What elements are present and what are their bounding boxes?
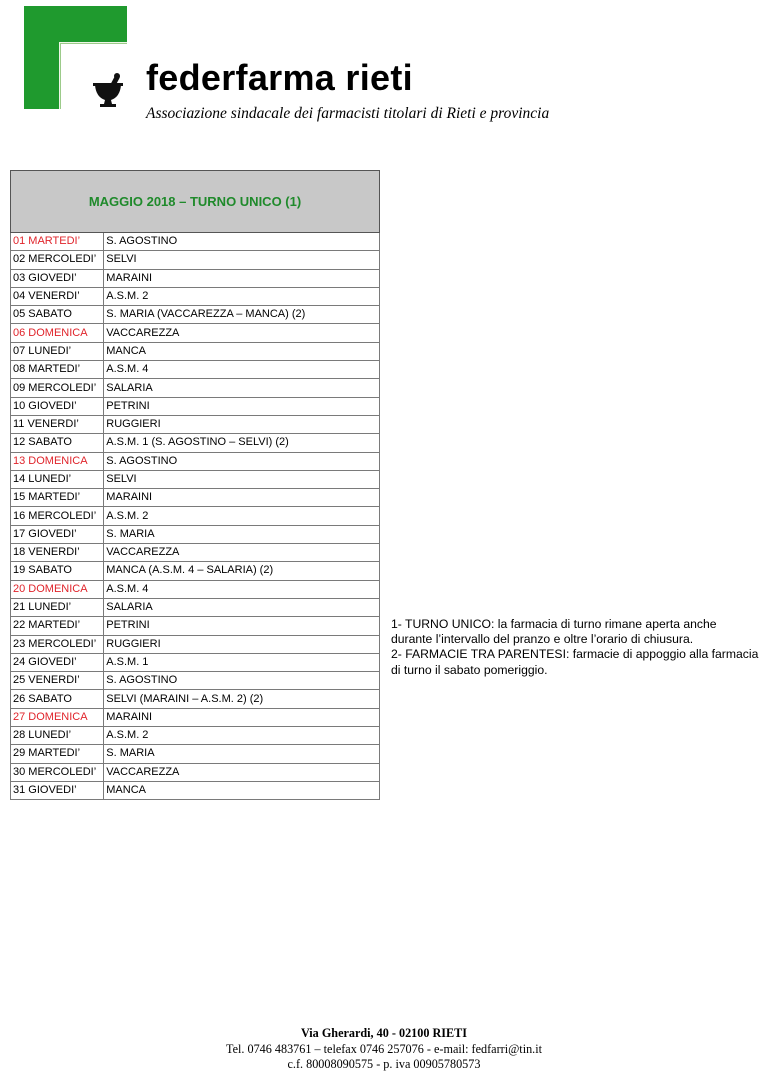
day-cell: 06 DOMENICA [11, 324, 104, 342]
pharmacy-cell: MANCA (A.S.M. 4 – SALARIA) (2) [104, 562, 380, 580]
day-cell: 18 VENERDI’ [11, 544, 104, 562]
table-row [11, 672, 380, 690]
pharmacy-cell: SELVI (MARAINI – A.S.M. 2) (2) [104, 690, 380, 708]
footer-contacts: Tel. 0746 483761 – telefax 0746 257076 - e-mail: fedfarri@tin.it [226, 1041, 542, 1056]
day-cell: 28 LUNEDI’ [11, 727, 104, 745]
day-cell: 29 MARTEDI’ [11, 745, 104, 763]
pharmacy-cell: PETRINI [104, 617, 380, 635]
table-row [11, 489, 380, 507]
pharmacy-cell: RUGGIERI [104, 635, 380, 653]
day-cell: 10 GIOVEDI’ [11, 397, 104, 415]
table-row [11, 763, 380, 781]
notes [391, 617, 761, 678]
table-row [11, 397, 380, 415]
day-cell: 15 MARTEDI’ [11, 489, 104, 507]
note-1: 1- TURNO UNICO: la farmacia di turno rimane aperta anche durante l’intervallo del pranzo e oltre l’orario di chiusura. [391, 617, 717, 647]
table-row [11, 727, 380, 745]
pharmacy-cell: SELVI [104, 251, 380, 269]
footer [0, 1026, 768, 1073]
pharmacy-cell: PETRINI [104, 397, 380, 415]
day-cell: 05 SABATO [11, 306, 104, 324]
day-cell: 16 MERCOLEDI’ [11, 507, 104, 525]
pharmacy-cell: A.S.M. 2 [104, 727, 380, 745]
day-cell: 11 VENERDI’ [11, 415, 104, 433]
pharmacy-cell: SALARIA [104, 598, 380, 616]
table-row [11, 379, 380, 397]
pharmacy-cell: S. MARIA [104, 525, 380, 543]
mortar-pestle-icon [92, 73, 128, 109]
pharmacy-cell: MARAINI [104, 489, 380, 507]
day-cell: 20 DOMENICA [11, 580, 104, 598]
day-cell: 02 MERCOLEDI’ [11, 251, 104, 269]
day-cell: 13 DOMENICA [11, 452, 104, 470]
pharmacy-cell: A.S.M. 1 [104, 653, 380, 671]
table-row [11, 598, 380, 616]
day-cell: 08 MARTEDI’ [11, 361, 104, 379]
pharmacy-cell: SELVI [104, 470, 380, 488]
day-cell: 27 DOMENICA [11, 708, 104, 726]
pharmacy-cell: MARAINI [104, 708, 380, 726]
note-2: 2- FARMACIE TRA PARENTESI: farmacie di appoggio alla farmacia di turno il sabato pomeriggio. [391, 647, 759, 677]
day-cell: 22 MARTEDI’ [11, 617, 104, 635]
day-cell: 14 LUNEDI’ [11, 470, 104, 488]
table-row [11, 525, 380, 543]
pharmacy-cell: VACCAREZZA [104, 763, 380, 781]
day-cell: 01 MARTEDI’ [11, 233, 104, 251]
table-row [11, 269, 380, 287]
pharmacy-cell: SALARIA [104, 379, 380, 397]
table-row [11, 580, 380, 598]
day-cell: 19 SABATO [11, 562, 104, 580]
table-title: MAGGIO 2018 – TURNO UNICO (1) [11, 171, 380, 233]
brand-tagline: Associazione sindacale dei farmacisti titolari di Rieti e provincia [146, 105, 550, 122]
pharmacy-cell: A.S.M. 4 [104, 361, 380, 379]
table-row [11, 653, 380, 671]
day-cell: 03 GIOVEDI’ [11, 269, 104, 287]
pharmacy-cell: VACCAREZZA [104, 324, 380, 342]
table-row [11, 452, 380, 470]
table-row [11, 745, 380, 763]
pharmacy-cell: MARAINI [104, 269, 380, 287]
pharmacy-cell: S. AGOSTINO [104, 233, 380, 251]
table-row [11, 251, 380, 269]
pharmacy-cell: A.S.M. 2 [104, 507, 380, 525]
day-cell: 04 VENERDI’ [11, 287, 104, 305]
day-cell: 30 MERCOLEDI’ [11, 763, 104, 781]
day-cell: 07 LUNEDI’ [11, 342, 104, 360]
table-row [11, 470, 380, 488]
footer-address: Via Gherardi, 40 - 02100 RIETI [300, 1026, 468, 1040]
footer-fiscal: c.f. 80008090575 - p. iva 00905780573 [287, 1057, 481, 1071]
table-row [11, 617, 380, 635]
table-row [11, 708, 380, 726]
pharmacy-cell: A.S.M. 2 [104, 287, 380, 305]
shift-schedule-table [10, 170, 380, 800]
table-row [11, 781, 380, 799]
logo [24, 6, 127, 109]
table-row [11, 562, 380, 580]
table-body [11, 233, 380, 800]
table-row [11, 415, 380, 433]
pharmacy-cell: A.S.M. 4 [104, 580, 380, 598]
pharmacy-cell: S. AGOSTINO [104, 672, 380, 690]
table-row [11, 434, 380, 452]
table-row [11, 233, 380, 251]
table-title-row [11, 171, 380, 233]
day-cell: 25 VENERDI’ [11, 672, 104, 690]
day-cell: 21 LUNEDI’ [11, 598, 104, 616]
pharmacy-cell: MANCA [104, 342, 380, 360]
pharmacy-cell: S. MARIA (VACCAREZZA – MANCA) (2) [104, 306, 380, 324]
day-cell: 24 GIOVEDI’ [11, 653, 104, 671]
pharmacy-cell: MANCA [104, 781, 380, 799]
pharmacy-cell: S. AGOSTINO [104, 452, 380, 470]
table-row [11, 507, 380, 525]
day-cell: 17 GIOVEDI’ [11, 525, 104, 543]
day-cell: 23 MERCOLEDI’ [11, 635, 104, 653]
brand-name: federfarma rieti [146, 57, 413, 98]
table-row [11, 324, 380, 342]
table-row [11, 690, 380, 708]
day-cell: 09 MERCOLEDI’ [11, 379, 104, 397]
table-row [11, 635, 380, 653]
table-row [11, 544, 380, 562]
day-cell: 31 GIOVEDI’ [11, 781, 104, 799]
day-cell: 26 SABATO [11, 690, 104, 708]
table-row [11, 287, 380, 305]
table-row [11, 361, 380, 379]
table-row [11, 342, 380, 360]
pharmacy-cell: VACCAREZZA [104, 544, 380, 562]
table-row [11, 306, 380, 324]
pharmacy-cell: A.S.M. 1 (S. AGOSTINO – SELVI) (2) [104, 434, 380, 452]
pharmacy-cell: RUGGIERI [104, 415, 380, 433]
day-cell: 12 SABATO [11, 434, 104, 452]
pharmacy-cell: S. MARIA [104, 745, 380, 763]
